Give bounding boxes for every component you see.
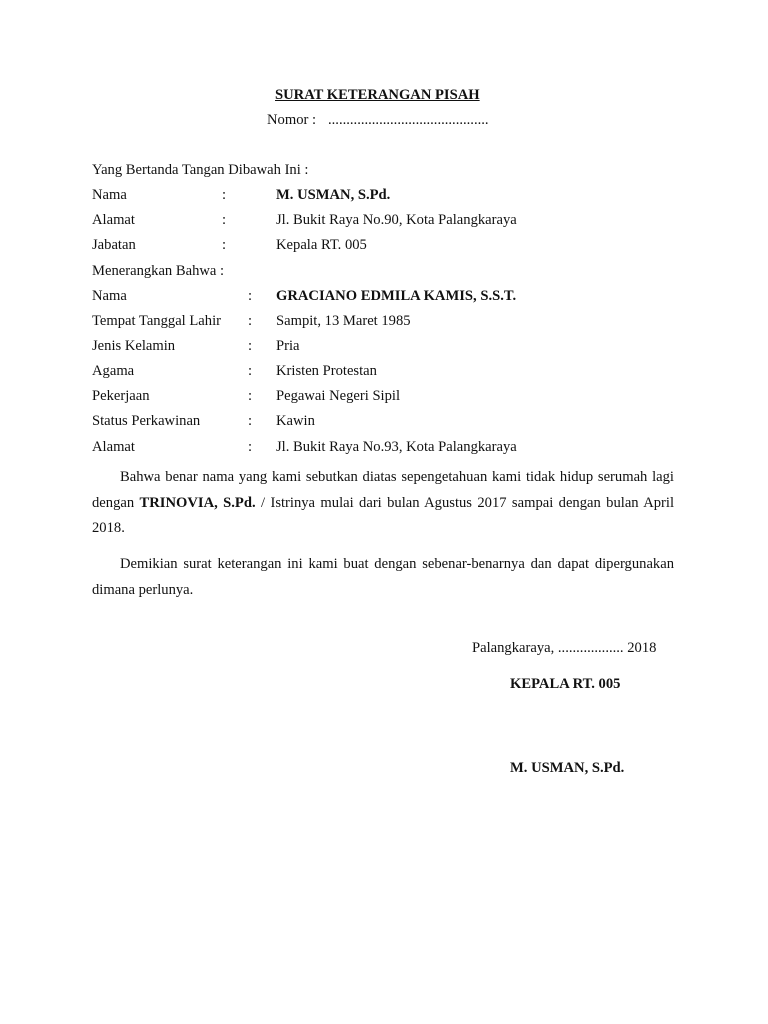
subject-religion-label: Agama <box>92 363 135 379</box>
subject-gender-colon: : <box>248 338 253 354</box>
subject-birth-value: Sampit, 13 Maret 1985 <box>276 313 411 329</box>
signer-signature-name: M. USMAN, S.Pd. <box>510 760 625 776</box>
subject-marital-colon: : <box>248 413 253 429</box>
subject-name-value: GRACIANO EDMILA KAMIS, S.S.T. <box>276 288 517 304</box>
spouse-name: TRINOVIA, S.Pd. <box>139 494 256 511</box>
subject-job-value: Pegawai Negeri Sipil <box>276 388 401 404</box>
signer-title: KEPALA RT. 005 <box>510 676 621 692</box>
subject-name-label: Nama <box>92 288 127 304</box>
subject-marital-value: Kawin <box>276 413 315 429</box>
subject-address-colon: : <box>248 439 253 455</box>
signer-position-label: Jabatan <box>92 237 136 253</box>
place-date: Palangkaraya, .................. 2018 <box>472 640 657 656</box>
subject-intro: Menerangkan Bahwa : <box>92 263 225 279</box>
subject-marital-label: Status Perkawinan <box>92 413 201 429</box>
nomor-label: Nomor : <box>267 112 317 128</box>
subject-religion-value: Kristen Protestan <box>276 363 377 379</box>
signer-name-label: Nama <box>92 187 127 203</box>
signer-address-value: Jl. Bukit Raya No.90, Kota Palangkaraya <box>276 212 517 228</box>
subject-address-label: Alamat <box>92 439 135 455</box>
subject-job-label: Pekerjaan <box>92 388 150 404</box>
subject-name-colon: : <box>248 288 253 304</box>
signer-name-colon: : <box>222 187 227 203</box>
signer-address-label: Alamat <box>92 212 135 228</box>
closing-paragraph: Demikian surat keterangan ini kami buat dengan sebenar-benarnya dan dapat dipergunakan dimana perlunya. <box>92 556 674 598</box>
subject-job-colon: : <box>248 388 253 404</box>
signer-intro: Yang Bertanda Tangan Dibawah Ini : <box>92 162 309 178</box>
signer-address-colon: : <box>222 212 227 228</box>
nomor-value: ............................................ <box>328 112 489 128</box>
subject-gender-label: Jenis Kelamin <box>92 338 176 354</box>
subject-address-value: Jl. Bukit Raya No.93, Kota Palangkaraya <box>276 439 517 455</box>
subject-gender-value: Pria <box>276 338 300 354</box>
subject-birth-colon: : <box>248 313 253 329</box>
signer-name-value: M. USMAN, S.Pd. <box>276 187 391 203</box>
document-title: SURAT KETERANGAN PISAH <box>275 87 480 103</box>
signer-position-value: Kepala RT. 005 <box>276 237 367 253</box>
signer-position-colon: : <box>222 237 227 253</box>
subject-religion-colon: : <box>248 363 253 379</box>
statement-paragraph: Bahwa benar nama yang kami sebutkan diatas sepengetahuan kami tidak hidup serumah lagi dengan TRINOVIA, S.Pd. / Istrinya mulai dari bulan Agustus 2017 sampai dengan bulan April 2018. <box>92 469 674 536</box>
subject-birth-label: Tempat Tanggal Lahir <box>92 313 221 329</box>
